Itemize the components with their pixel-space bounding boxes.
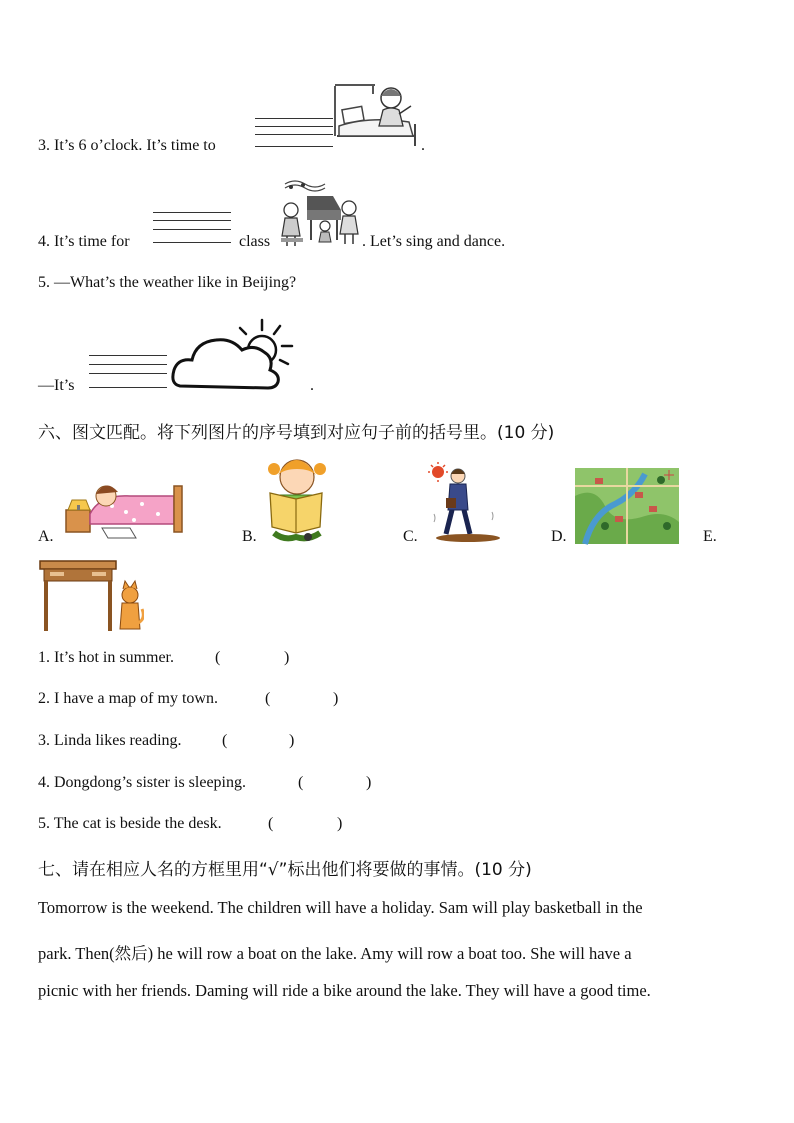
q5-answer: —It’s (38, 377, 75, 394)
passage-line-3: picnic with her friends. Daming will ride a bike around the lake. They will have a good time. (38, 981, 651, 1000)
answer-bracket-close-4: ) (366, 774, 372, 791)
option-a-letter: A. (38, 528, 54, 545)
town-map-icon (575, 466, 681, 546)
cloudy-sun-icon (170, 318, 296, 392)
answer-bracket-open-3: ( (222, 732, 228, 749)
answer-bracket-close-2: ) (333, 690, 339, 707)
answer-blank-5[interactable] (279, 815, 335, 835)
answer-bracket-open-1: ( (215, 649, 221, 666)
q5-question: 5. —What’s the weather like in Beijing? (38, 274, 297, 291)
q4-end: . Let’s sing and dance. (362, 233, 506, 250)
answer-bracket-open-4: ( (298, 774, 304, 791)
answer-bracket-close-1: ) (284, 649, 290, 666)
passage-line-2: park. Then(然后) he will row a boat on the lake. Amy will row a boat too. She will have a (38, 944, 632, 963)
sentence-1: 1. It’s hot in summer. (38, 649, 174, 666)
section6-heading: 六、图文匹配。将下列图片的序号填到对应句子前的括号里。(10 分) (38, 423, 555, 443)
option-d-letter: D. (551, 528, 567, 545)
getting-up-icon (333, 80, 419, 152)
answer-blank-2[interactable] (276, 690, 332, 710)
sentence-5: 5. The cat is beside the desk. (38, 815, 222, 832)
answer-bracket-close-3: ) (289, 732, 295, 749)
answer-blank-3[interactable] (233, 732, 287, 752)
sentence-3: 3. Linda likes reading. (38, 732, 182, 749)
option-e-letter: E. (703, 528, 717, 545)
sentence-2: 2. I have a map of my town. (38, 690, 218, 707)
answer-bracket-open-2: ( (265, 690, 271, 707)
q5-end: . (310, 377, 314, 394)
passage-line-1: Tomorrow is the weekend. The children will have a holiday. Sam will play basketball in the (38, 898, 643, 917)
option-b-letter: B. (242, 528, 257, 545)
answer-blank-4[interactable] (309, 774, 365, 794)
q3-text: 3. It’s 6 o’clock. It’s time to (38, 137, 216, 154)
desk-cat-icon (38, 557, 144, 633)
section7-heading: 七、请在相应人名的方框里用“√”标出他们将要做的事情。(10 分) (38, 860, 532, 880)
music-class-icon (277, 176, 363, 250)
answer-bracket-open-5: ( (268, 815, 274, 832)
reading-girl-icon (264, 455, 330, 545)
sentence-4: 4. Dongdong’s sister is sleeping. (38, 774, 246, 791)
hot-man-icon (428, 462, 502, 544)
q4-class-word: class (239, 233, 271, 250)
answer-blank-1[interactable] (226, 649, 282, 669)
option-c-letter: C. (403, 528, 418, 545)
answer-bracket-close-5: ) (337, 815, 343, 832)
sleeping-girl-icon (62, 470, 186, 544)
q3-end: . (421, 137, 425, 154)
q4-text: 4. It’s time for (38, 233, 130, 250)
